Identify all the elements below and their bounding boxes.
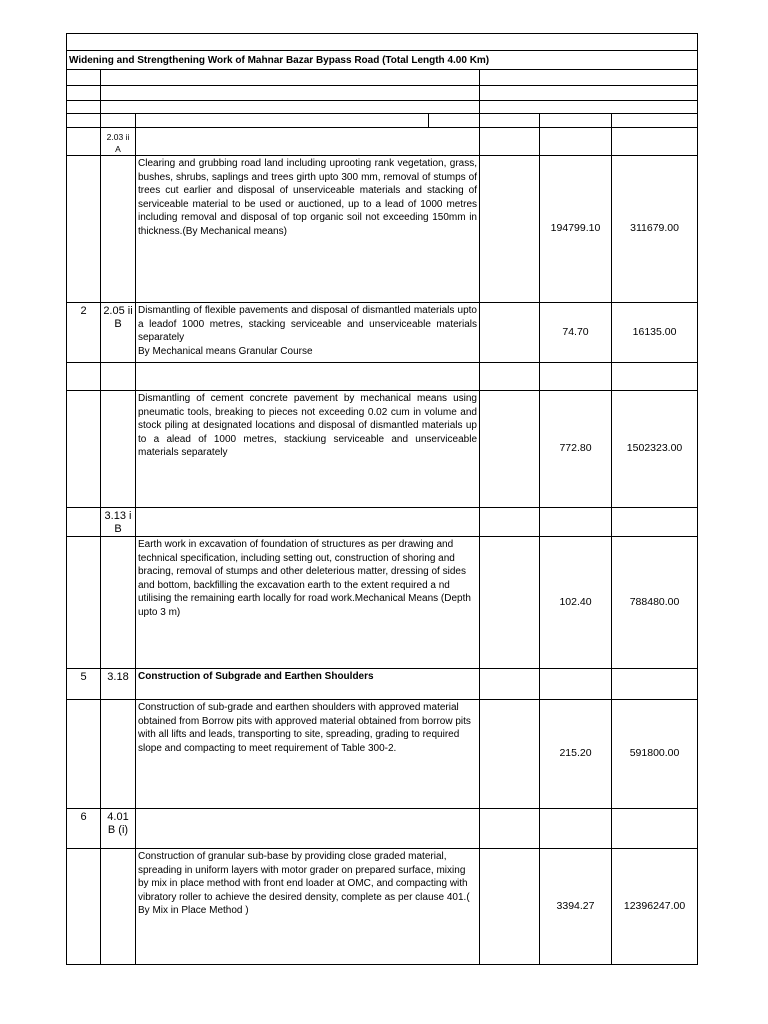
table-row <box>67 700 698 809</box>
item-amount: 311679.00 <box>612 156 698 303</box>
item-amount: 591800.00 <box>612 700 698 809</box>
item-description: Clearing and grubbing road land including uprooting rank vegetation, grass, bushes, shrubs, saplings and trees girth upto 300 mm, removal of stumps of trees cut earlier and disposal of unserviceable materials and stacking of serviceable material to be used or auctioned, up to a lead of 1000 metres including removal and disposal of top organic soil not exceeding 150mm in thickness.(By Mechanical means) <box>136 156 480 303</box>
blank-row <box>67 86 698 101</box>
item-quantity: 3394.27 <box>540 849 612 965</box>
item-code: 4.01 B (i) <box>101 809 136 849</box>
table-row <box>67 303 698 363</box>
table-row <box>67 669 698 700</box>
item-description: Construction of granular sub-base by providing close graded material, spreading in uniform layers with motor grader on prepared surface, mixing by mix in place method with front end loader at OMC, and compacting with vibratory roller to achieve the desired density, complete as per clause 401.( By Mix in Place Method ) <box>136 849 480 965</box>
item-quantity: 772.80 <box>540 391 612 508</box>
title-row <box>67 51 698 70</box>
item-quantity: 74.70 <box>540 303 612 363</box>
table-row <box>67 128 698 156</box>
item-code: 2.05 ii B <box>101 303 136 363</box>
sheet-title: Widening and Strengthening Work of Mahnar Bazar Bypass Road (Total Length 4.00 Km) <box>67 51 698 70</box>
item-sl: 2 <box>67 303 101 363</box>
item-amount: 16135.00 <box>612 303 698 363</box>
item-quantity: 102.40 <box>540 537 612 669</box>
item-code: 3.18 <box>101 669 136 700</box>
item-sl: 6 <box>67 809 101 849</box>
estimate-sheet <box>66 33 697 965</box>
item-code: 3.13 i B <box>101 508 136 537</box>
item-code: 2.03 ii A <box>101 128 136 156</box>
item-description: Construction of Subgrade and Earthen Shoulders <box>136 669 480 700</box>
item-description: Construction of sub-grade and earthen shoulders with approved material obtained from Borrow pits with approved material obtained from borrow pits with all lifts and leads, transporting to site, spreading, grading to required slope and compacting to meet requirement of Table 300-2. <box>136 700 480 809</box>
table-row <box>67 809 698 849</box>
item-quantity: 215.20 <box>540 700 612 809</box>
item-amount: 1502323.00 <box>612 391 698 508</box>
header-row <box>67 114 698 128</box>
item-quantity: 194799.10 <box>540 156 612 303</box>
table-row <box>67 849 698 965</box>
item-amount: 788480.00 <box>612 537 698 669</box>
item-description: Dismantling of flexible pavements and disposal of dismantled materials upto a leadof 1000 metres, stacking serviceable and unserviceable materials separately By Mechanical means Granular Course <box>136 303 480 363</box>
table-row <box>67 508 698 537</box>
blank-row <box>67 34 698 51</box>
table-row <box>67 537 698 669</box>
item-description: Dismantling of cement concrete pavement by mechanical means using pneumatic tools, breaking to pieces not exceeding 0.02 cum in volume and stock piling at designated locations and disposal of dismantled materials up to a alead of 1000 metres, stackiung serviceable and unserviceable materials separately <box>136 391 480 508</box>
item-sl: 5 <box>67 669 101 700</box>
estimate-table <box>66 33 698 965</box>
table-row <box>67 391 698 508</box>
table-row <box>67 156 698 303</box>
blank-row <box>67 101 698 114</box>
item-amount: 12396247.00 <box>612 849 698 965</box>
table-row <box>67 363 698 391</box>
blank-row <box>67 70 698 86</box>
item-description: Earth work in excavation of foundation of structures as per drawing and technical specification, including setting out, construction of shoring and bracing, removal of stumps and other deleterious matter, dressing of sides and bottom, backfilling the excavation earth to the extent required a nd utilising the remaining earth locally for road work.Mechanical Means (Depth upto 3 m) <box>136 537 480 669</box>
